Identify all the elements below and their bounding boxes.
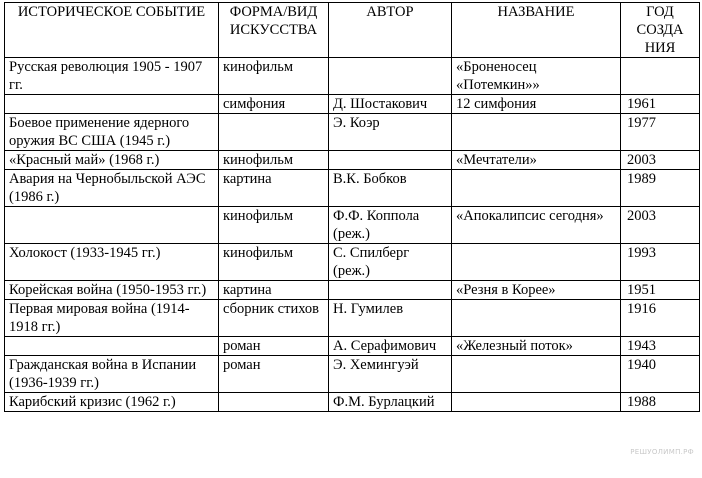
cell-title xyxy=(452,244,621,281)
cell-art-form: роман xyxy=(219,337,329,356)
table-row xyxy=(5,244,700,281)
cell-art-form: картина xyxy=(219,281,329,300)
header-year: ГОД СОЗДА НИЯ xyxy=(621,3,700,58)
cell-year: 1993 xyxy=(621,244,700,281)
table-row xyxy=(5,337,700,356)
cell-author: Ф.Ф. Коппола (реж.) xyxy=(329,207,452,244)
table-row xyxy=(5,281,700,300)
cell-year: 1940 xyxy=(621,356,700,393)
cell-year: 2003 xyxy=(621,207,700,244)
table-row xyxy=(5,95,700,114)
header-author: АВТОР xyxy=(329,3,452,58)
cell-year: 2003 xyxy=(621,151,700,170)
cell-year: 1988 xyxy=(621,393,700,412)
cell-author xyxy=(329,281,452,300)
table-row xyxy=(5,114,700,151)
cell-year xyxy=(621,58,700,95)
cell-event: «Красный май» (1968 г.) xyxy=(5,151,219,170)
cell-title: «Резня в Корее» xyxy=(452,281,621,300)
cell-title xyxy=(452,170,621,207)
cell-author: Н. Гумилев xyxy=(329,300,452,337)
cell-event: Карибский кризис (1962 г.) xyxy=(5,393,219,412)
cell-event: Корейская война (1950-1953 гг.) xyxy=(5,281,219,300)
cell-title xyxy=(452,356,621,393)
cell-author: Д. Шостакович xyxy=(329,95,452,114)
cell-title: «Железный поток» xyxy=(452,337,621,356)
cell-year: 1943 xyxy=(621,337,700,356)
table-row xyxy=(5,170,700,207)
cell-art-form xyxy=(219,114,329,151)
cell-art-form xyxy=(219,393,329,412)
cell-event xyxy=(5,207,219,244)
cell-author xyxy=(329,58,452,95)
cell-title xyxy=(452,300,621,337)
cell-author: Э. Хемингуэй xyxy=(329,356,452,393)
cell-year: 1989 xyxy=(621,170,700,207)
table-row xyxy=(5,207,700,244)
cell-art-form: картина xyxy=(219,170,329,207)
cell-event: Боевое применение ядерного оружия ВС США (1945 г.) xyxy=(5,114,219,151)
cell-year: 1961 xyxy=(621,95,700,114)
cell-author: Ф.М. Бурлацкий xyxy=(329,393,452,412)
table-row xyxy=(5,300,700,337)
table-row xyxy=(5,58,700,95)
cell-art-form: кинофильм xyxy=(219,207,329,244)
cell-title: 12 симфония xyxy=(452,95,621,114)
cell-year: 1977 xyxy=(621,114,700,151)
cell-title: «Апокалипсис сегодня» xyxy=(452,207,621,244)
header-historical-event: ИСТОРИЧЕСКОЕ СОБЫТИЕ xyxy=(5,3,219,58)
cell-author: Э. Коэр xyxy=(329,114,452,151)
cell-art-form: симфония xyxy=(219,95,329,114)
cell-year: 1916 xyxy=(621,300,700,337)
cell-event: Холокост (1933-1945 гг.) xyxy=(5,244,219,281)
cell-event: Гражданская война в Испании (1936-1939 гг.) xyxy=(5,356,219,393)
cell-event xyxy=(5,95,219,114)
cell-title: «Броненосец «Потемкин»» xyxy=(452,58,621,95)
watermark: РЕШУОЛИМП.РФ xyxy=(630,448,694,456)
cell-author: С. Спилберг (реж.) xyxy=(329,244,452,281)
cell-art-form: кинофильм xyxy=(219,244,329,281)
cell-art-form: кинофильм xyxy=(219,151,329,170)
cell-author: В.К. Бобков xyxy=(329,170,452,207)
cell-title xyxy=(452,114,621,151)
header-title: НАЗВАНИЕ xyxy=(452,3,621,58)
cell-title xyxy=(452,393,621,412)
table-row xyxy=(5,393,700,412)
cell-event: Первая мировая война (1914-1918 гг.) xyxy=(5,300,219,337)
cell-author xyxy=(329,151,452,170)
cell-art-form: сборник стихов xyxy=(219,300,329,337)
table-row xyxy=(5,356,700,393)
cell-art-form: роман xyxy=(219,356,329,393)
cell-event: Авария на Чернобыльской АЭС (1986 г.) xyxy=(5,170,219,207)
cell-event: Русская революция 1905 - 1907 гг. xyxy=(5,58,219,95)
cell-event xyxy=(5,337,219,356)
history-art-table xyxy=(4,2,700,412)
table-row xyxy=(5,151,700,170)
cell-author: А. Серафимович xyxy=(329,337,452,356)
table-header-row xyxy=(5,3,700,58)
header-art-form: ФОРМА/ВИД ИСКУССТВА xyxy=(219,3,329,58)
cell-art-form: кинофильм xyxy=(219,58,329,95)
cell-title: «Мечтатели» xyxy=(452,151,621,170)
cell-year: 1951 xyxy=(621,281,700,300)
